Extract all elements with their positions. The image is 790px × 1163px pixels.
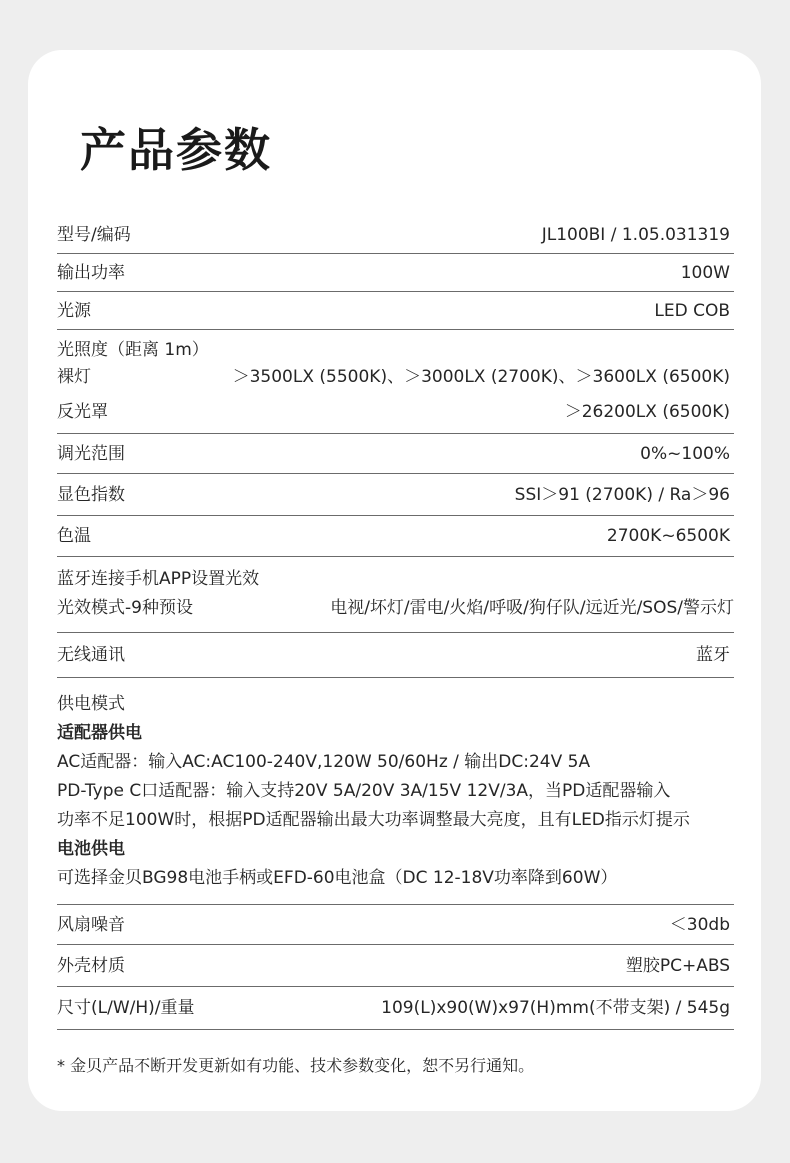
spec-value: ＜30db [669, 914, 730, 935]
battery-heading: 电池供电 [57, 839, 125, 859]
effects-mode-row [57, 591, 734, 625]
spec-row-color-index [57, 474, 734, 516]
spec-label: 裸灯 [57, 367, 91, 387]
spec-heading: 供电模式 [57, 694, 125, 714]
spec-row-effects [57, 557, 734, 633]
pd-adapter-line: 功率不足100W时，根据PD适配器输出最大功率调整最大亮度，且有LED指示灯提示 [57, 810, 690, 830]
spec-row-model [57, 216, 734, 254]
spec-value: 109(L)x90(W)x97(H)mm(不带支架) / 545g [381, 998, 730, 1018]
spec-label: 输出功率 [57, 262, 125, 283]
spec-row-color-temp [57, 516, 734, 557]
spec-row-power-supply [57, 678, 734, 905]
spec-label: 反光罩 [57, 402, 108, 422]
spec-value: 电视/坏灯/雷电/火焰/呼吸/狗仔队/远近光/SOS/警示灯 [330, 598, 734, 618]
spec-heading: 光照度（距离 1m） [57, 340, 209, 360]
spec-value: SSI＞91 (2700K) / Ra＞96 [514, 484, 730, 505]
spec-row-wireless [57, 633, 734, 678]
spec-row-dimming [57, 434, 734, 474]
spec-label: 型号/编码 [57, 224, 131, 245]
spec-value: 蓝牙 [696, 645, 730, 665]
spec-row-noise [57, 905, 734, 945]
spec-label: 无线通讯 [57, 645, 125, 665]
spec-row-housing [57, 945, 734, 987]
spec-label: 光源 [57, 300, 91, 321]
spec-value: 100W [680, 262, 730, 283]
spec-value: LED COB [654, 300, 730, 321]
spec-row-size [57, 987, 734, 1030]
spec-value: ＞26200LX (6500K) [564, 402, 730, 422]
pd-adapter-line: PD-Type C口适配器：输入支持20V 5A/20V 3A/15V 12V/3A，当PD适配器输入 [57, 781, 671, 801]
adapter-heading: 适配器供电 [57, 723, 142, 743]
spec-value: 2700K~6500K [606, 526, 730, 546]
spec-value: ＞3500LX (5500K)、＞3000LX (2700K)、＞3600LX (6500K) [232, 367, 730, 387]
spec-value: JL100BI / 1.05.031319 [541, 224, 730, 245]
spec-label: 调光范围 [57, 443, 125, 464]
spec-label: 显色指数 [57, 484, 125, 505]
spec-value: 0%~100% [640, 443, 730, 464]
spec-label: 风扇噪音 [57, 914, 125, 935]
battery-line: 可选择金贝BG98电池手柄或EFD-60电池盒（DC 12-18V功率降到60W） [57, 868, 618, 888]
spec-label: 光效模式-9种预设 [57, 598, 193, 618]
illuminance-reflector-row [57, 392, 734, 432]
spec-row-illuminance [57, 330, 734, 434]
spec-label: 尺寸(L/W/H)/重量 [57, 998, 195, 1018]
ac-adapter-line: AC适配器：输入AC:AC100-240V,120W 50/60Hz / 输出DC:24V 5A [57, 752, 591, 772]
spec-table [57, 216, 734, 1030]
spec-row-light-source [57, 292, 734, 330]
illuminance-bare-row [57, 362, 734, 392]
page-title: 产品参数 [80, 123, 272, 177]
spec-label: 色温 [57, 526, 91, 546]
spec-value: 塑胶PC+ABS [625, 955, 730, 976]
disclaimer-note: * 金贝产品不断开发更新如有功能、技术参数变化，恕不另行通知。 [57, 1056, 535, 1075]
spec-heading: 蓝牙连接手机APP设置光效 [57, 569, 260, 589]
spec-label: 外壳材质 [57, 955, 125, 976]
spec-row-power [57, 254, 734, 292]
